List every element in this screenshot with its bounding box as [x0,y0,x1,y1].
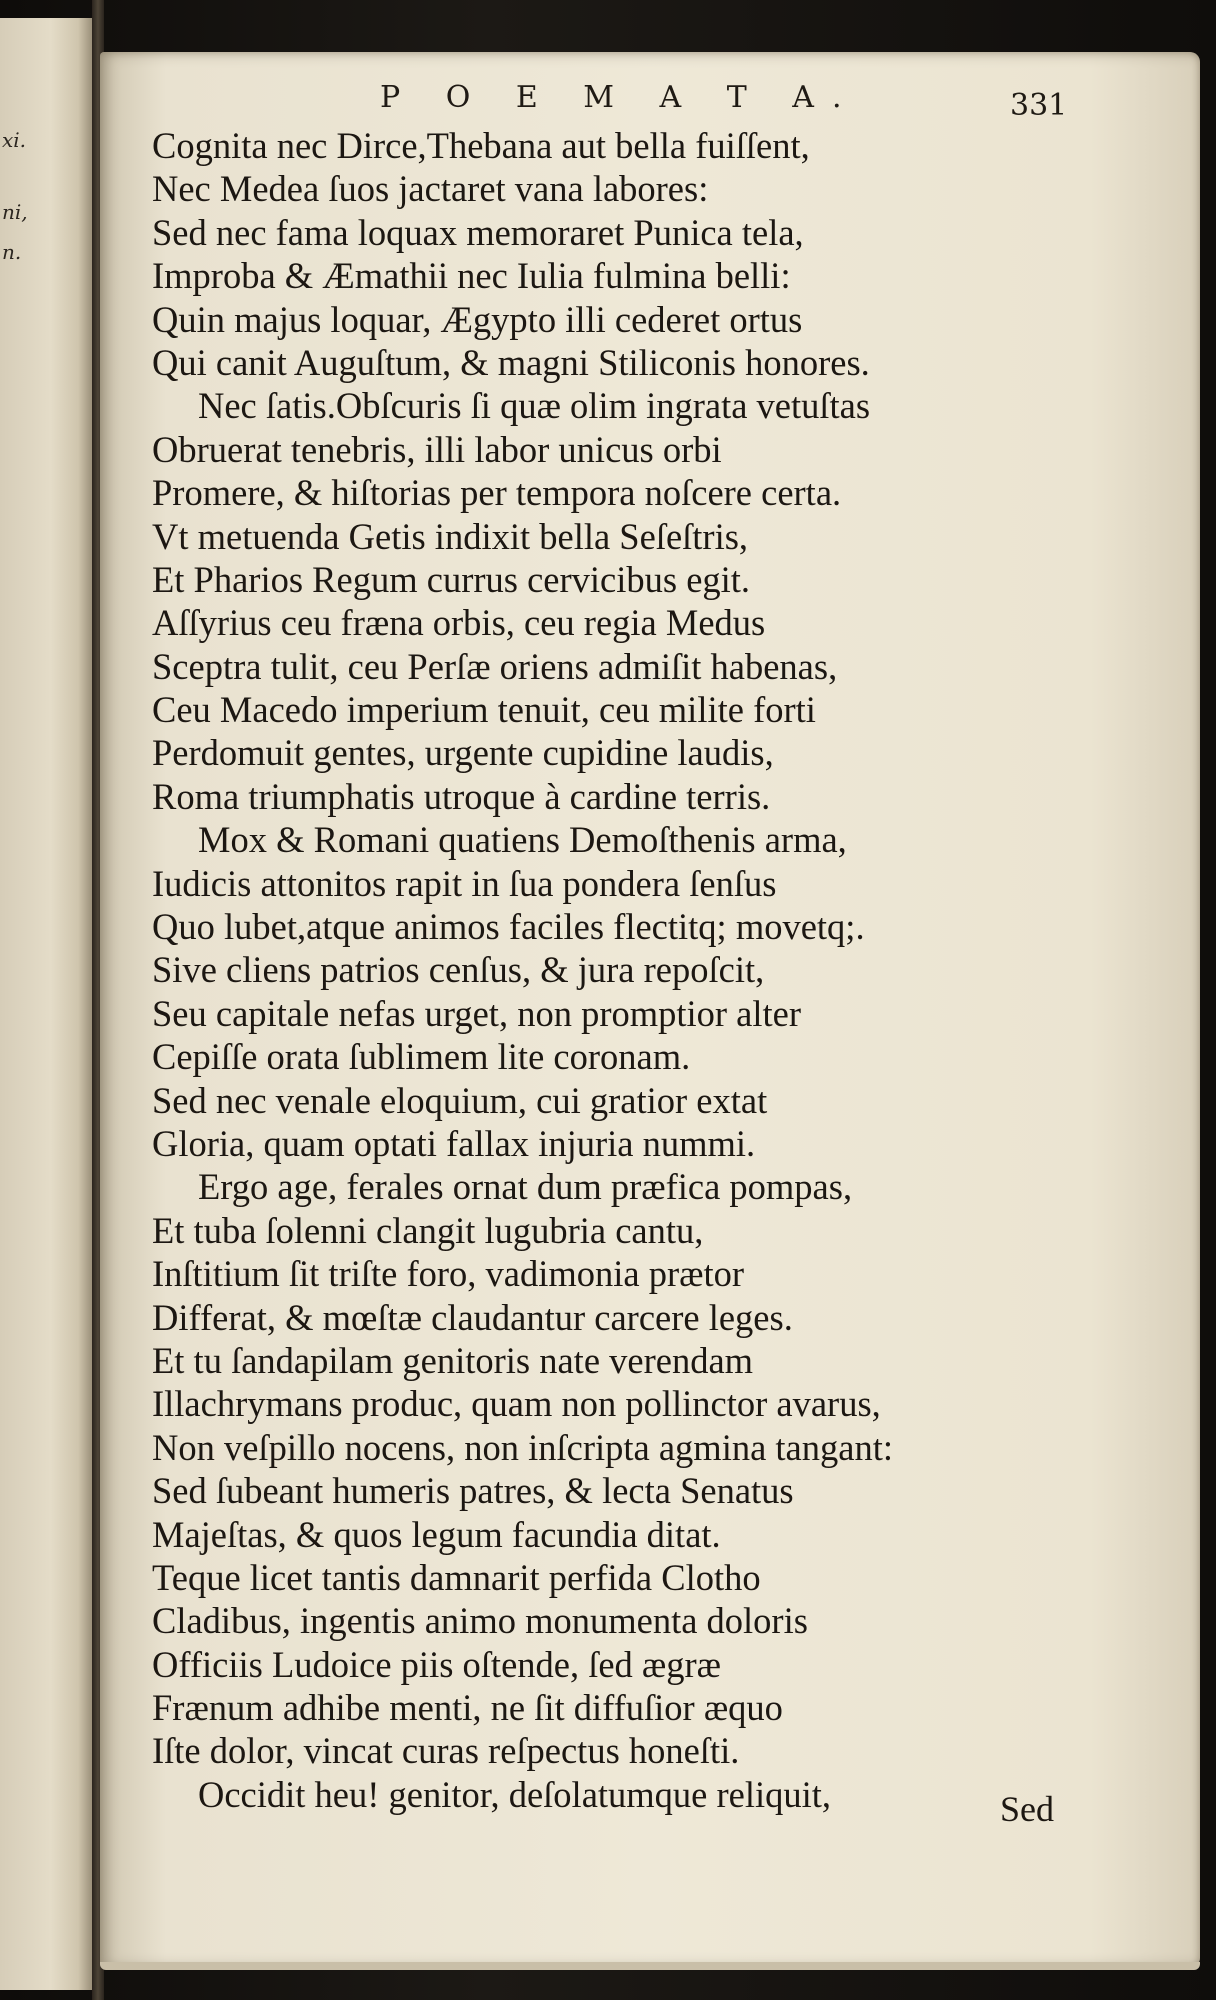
verse-line: Aſſyrius ceu fræna orbis, ceu regia Medus [152,602,766,644]
verse-line: Nec Medea ſuos jactaret vana labores: [152,168,709,210]
verse-line: Et tu ſandapilam genitoris nate verendam [152,1339,754,1381]
verse-line: Iſte dolor, vincat curas reſpectus honeſti. [152,1730,740,1772]
verse-line: Et tuba ſolenni clangit lugubria cantu, [152,1209,704,1251]
verse-line: Improba & Æmathii nec Iulia fulmina belli: [152,255,791,297]
verse-line: Occidit heu! genitor, deſolatumque reliquit, [198,1773,832,1815]
page-bottom-edge [100,1962,1200,1970]
verse-line: Ceu Macedo imperium tenuit, ceu milite forti [152,689,816,731]
catchword: Sed [1000,1789,1054,1829]
verse-line: Sed nec venale eloquium, cui gratior extat [152,1079,768,1121]
verse-line: Gloria, quam optati fallax injuria nummi. [152,1122,756,1164]
verse-line: Ergo age, ferales ornat dum præfica pompas, [198,1166,853,1208]
verse-line: Quo lubet,atque animos faciles flectitq; movetq;. [152,906,865,948]
verse-line: Frænum adhibe menti, ne ſit diffuſior æquo [152,1687,783,1729]
page-number: 331 [1010,88,1068,123]
verse-line: Sed nec fama loquax memoraret Punica tela, [152,211,804,253]
verse-line: Nec ſatis.Obſcuris ſi quæ olim ingrata vetuſtas [198,385,871,427]
verse-line: Inſtitium ſit triſte foro, vadimonia prætor [152,1253,745,1295]
verse-line: Majeſtas, & quos legum facundia ditat. [152,1513,721,1555]
verse-line: Differat, & mœſtæ claudantur carcere leges. [152,1296,793,1338]
verse-line: Seu capitale nefas urget, non promptior alter [152,992,802,1034]
verse-line: Officiis Ludoice piis oſtende, ſed ægræ [152,1643,722,1685]
verse-line: Mox & Romani quatiens Demoſthenis arma, [198,819,847,861]
verse-line: Perdomuit gentes, urgente cupidine laudis, [152,732,774,774]
verse-line: Roma triumphatis utroque à cardine terris. [152,775,771,817]
verse-line: Qui canit Auguſtum, & magni Stiliconis honores. [152,341,870,383]
previous-page-edge [0,18,94,1990]
previous-page-fragment: ni, [2,200,28,224]
poem-text [152,124,893,1816]
verse-line: Sed ſubeant humeris patres, & lecta Senatus [152,1470,794,1512]
verse-line: Obruerat tenebris, illi labor unicus orbi [152,428,722,470]
verse-line: Et Pharios Regum currus cervicibus egit. [152,558,751,600]
verse-line: Cladibus, ingentis animo monumenta doloris [152,1600,808,1642]
running-head: P O E M A T A. [380,80,860,115]
verse-line: Illachrymans produc, quam non pollinctor avarus, [152,1383,881,1425]
verse-line: Sive cliens patrios cenſus, & jura repoſcit, [152,949,765,991]
verse-line: Non veſpillo nocens, non inſcripta agmina tangant: [152,1426,893,1468]
verse-line: Sceptra tulit, ceu Perſæ oriens admiſit habenas, [152,645,838,687]
verse-line: Promere, & hiſtorias per tempora noſcere certa. [152,472,842,514]
verse-line: Iudicis attonitos rapit in ſua pondera ſenſus [152,862,777,904]
previous-page-fragment: xi. [2,128,27,152]
verse-line: Teque licet tantis damnarit perfida Clotho [152,1556,761,1598]
verse-line: Quin majus loquar, Ægypto illi cederet ortus [152,298,803,340]
verse-line: Cognita nec Dirce,Thebana aut bella fuiſſent, [152,125,810,166]
verse-line: Cepiſſe orata ſublimem lite coronam. [152,1036,691,1078]
previous-page-fragment: n. [2,240,22,264]
verse-line: Vt metuenda Getis indixit bella Seſeſtris, [152,515,749,557]
